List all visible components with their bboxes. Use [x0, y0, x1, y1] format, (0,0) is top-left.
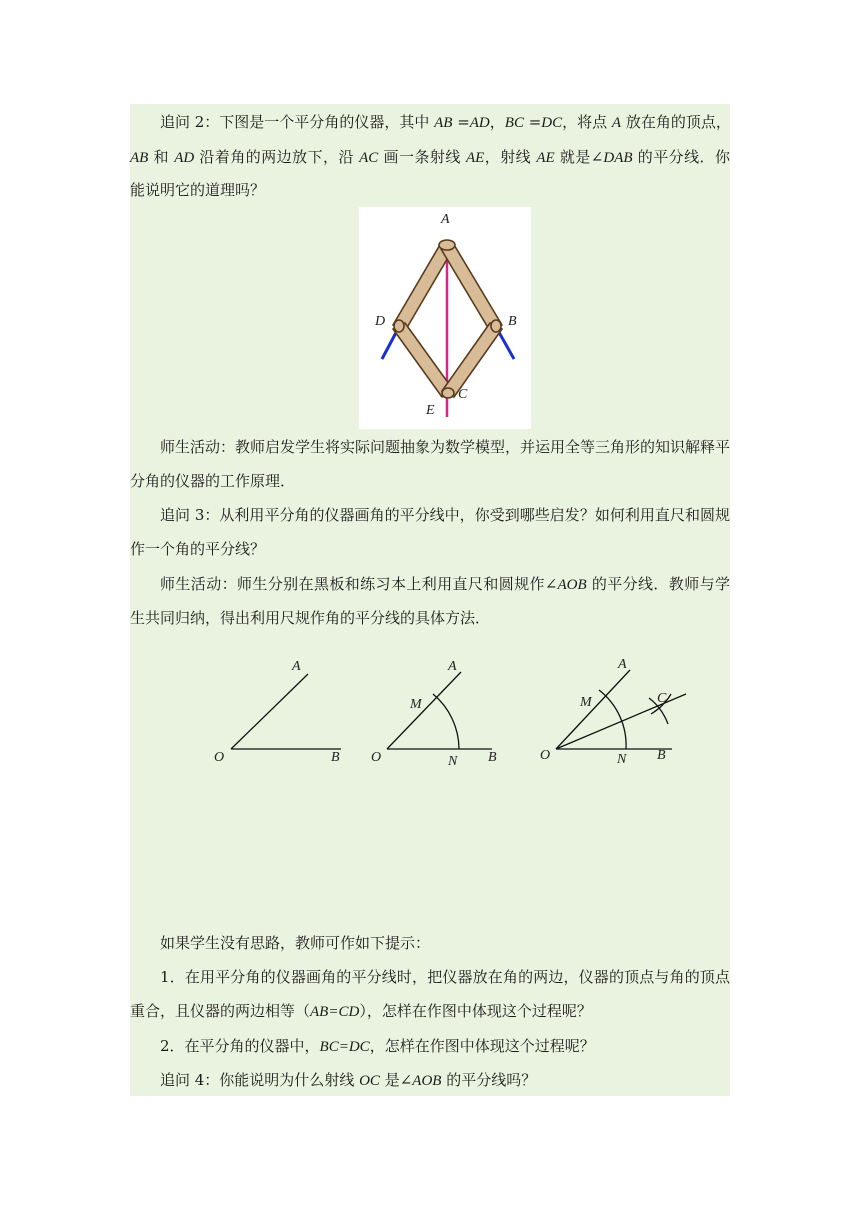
- q3-line-2: 作一个角的平分线？: [130, 540, 266, 558]
- step1-label-b: B: [331, 750, 340, 765]
- step2-label-n: N: [448, 754, 458, 769]
- hint-item1-line-2: 重合，且仪器的两边相等（AB=CD），怎样在作图中体现这个过程呢？: [130, 1002, 592, 1020]
- activity2-line-2: 生共同归纳，得出利用尺规作角的平分线的具体方法．: [130, 609, 491, 627]
- hint-intro: 如果学生没有思路，教师可作如下提示：: [160, 934, 431, 952]
- joint-d: [394, 320, 404, 332]
- step2-label-o: O: [371, 750, 382, 765]
- step2-arc-mn: [433, 694, 459, 749]
- step3-label-n: N: [617, 752, 627, 767]
- step1-label-a: A: [292, 659, 301, 674]
- step1-ray-oa: [231, 674, 308, 749]
- step3-label-c: C: [657, 691, 667, 706]
- joint-a: [439, 240, 455, 250]
- q2-line-1: 追问 2：下图是一个平分角的仪器，其中 AB =AD，BC =DC，将点 A 放在角的顶点，: [160, 113, 731, 131]
- label-e: E: [426, 403, 435, 418]
- step2-label-b: B: [488, 750, 497, 765]
- activity1-line-1: 师生活动：教师启发学生将实际问题抽象为数学模型，并运用全等三角形的知识解释平: [160, 438, 731, 456]
- step3-label-m: M: [580, 695, 592, 710]
- step2-ray-oa: [387, 672, 461, 749]
- step3-label-o: O: [540, 748, 551, 763]
- q2-line-3: 能说明它的道理吗？: [130, 181, 266, 199]
- construction-steps-figure: [200, 648, 700, 778]
- step2-label-m: M: [410, 697, 422, 712]
- q4-line: 追问 4：你能说明为什么射线 OC 是∠AOB 的平分线吗？: [160, 1071, 537, 1089]
- step2-label-a: A: [448, 659, 457, 674]
- hint-item1-line-1: 1．在用平分角的仪器画角的平分线时，把仪器放在角的两边，仪器的顶点与角的顶点: [160, 968, 730, 986]
- activity2-line-1: 师生活动：师生分别在黑板和练习本上利用直尺和圆规作∠AOB 的平分线．教师与学: [160, 575, 730, 593]
- step3-label-b: B: [657, 748, 666, 763]
- q2-line-2: AB 和 AD 沿着角的两边放下，沿 AC 画一条射线 AE，射线 AE 就是∠DAB 的平分线．你: [130, 148, 730, 166]
- label-d: D: [375, 314, 386, 329]
- step1-label-o: O: [214, 750, 225, 765]
- q3-line-1: 追问 3：从利用平分角的仪器画角的平分线中，你受到哪些启发？如何利用直尺和圆规: [160, 506, 730, 524]
- label-a: A: [441, 212, 450, 227]
- label-b: B: [508, 314, 517, 329]
- activity1-line-2: 分角的仪器的工作原理．: [130, 472, 296, 490]
- joint-c: [442, 388, 454, 398]
- step3-ray-oa: [556, 670, 630, 749]
- step3-label-a: A: [618, 657, 627, 672]
- label-c: C: [458, 387, 468, 402]
- bisector-instrument-figure: [359, 207, 531, 429]
- joint-b: [491, 320, 501, 332]
- hint-item2: 2．在平分角的仪器中，BC=DC，怎样在作图中体现这个过程呢？: [160, 1037, 595, 1055]
